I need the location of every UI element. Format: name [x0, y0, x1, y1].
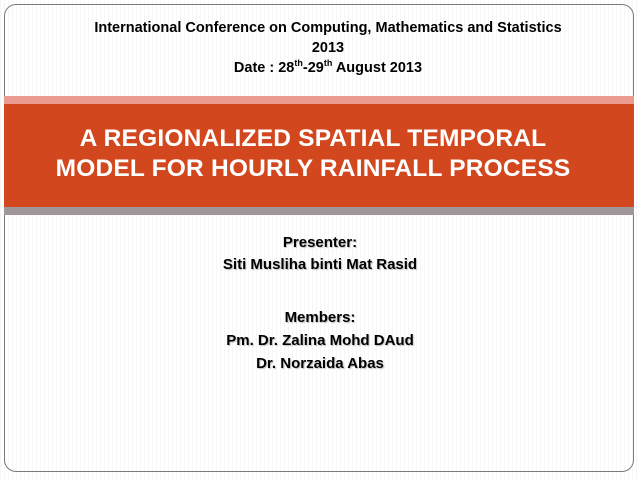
- slide-title: [20, 124, 606, 184]
- members-section: [0, 306, 640, 375]
- conference-header: [20, 18, 636, 78]
- member-name: Dr. Norzaida Abas: [256, 355, 384, 372]
- presenter-section: [0, 232, 640, 276]
- date-mid: -29: [302, 60, 324, 76]
- date-prefix: Date : 28: [233, 60, 295, 76]
- member-name: Pm. Dr. Zalina Mohd DAud: [226, 332, 414, 349]
- conference-name: International Conference on Computing, Mathematics and Statistics: [94, 20, 562, 36]
- members-heading: Members:: [284, 309, 356, 326]
- conference-year: 2013: [311, 40, 345, 56]
- title-line-2: MODEL FOR HOURLY RAINFALL PROCESS: [55, 155, 571, 182]
- presenter-heading: Presenter:: [282, 234, 358, 251]
- title-line-1: A REGIONALIZED SPATIAL TEMPORAL: [79, 125, 547, 152]
- title-band-top-stripe: [4, 96, 634, 104]
- date-sup-1: th: [294, 58, 303, 69]
- title-band-bottom-stripe: [4, 207, 634, 215]
- date-sup-2: th: [323, 58, 333, 69]
- date-suffix: August 2013: [332, 60, 423, 76]
- conference-date: [20, 58, 636, 78]
- presenter-name: Siti Musliha binti Mat Rasid: [222, 256, 418, 273]
